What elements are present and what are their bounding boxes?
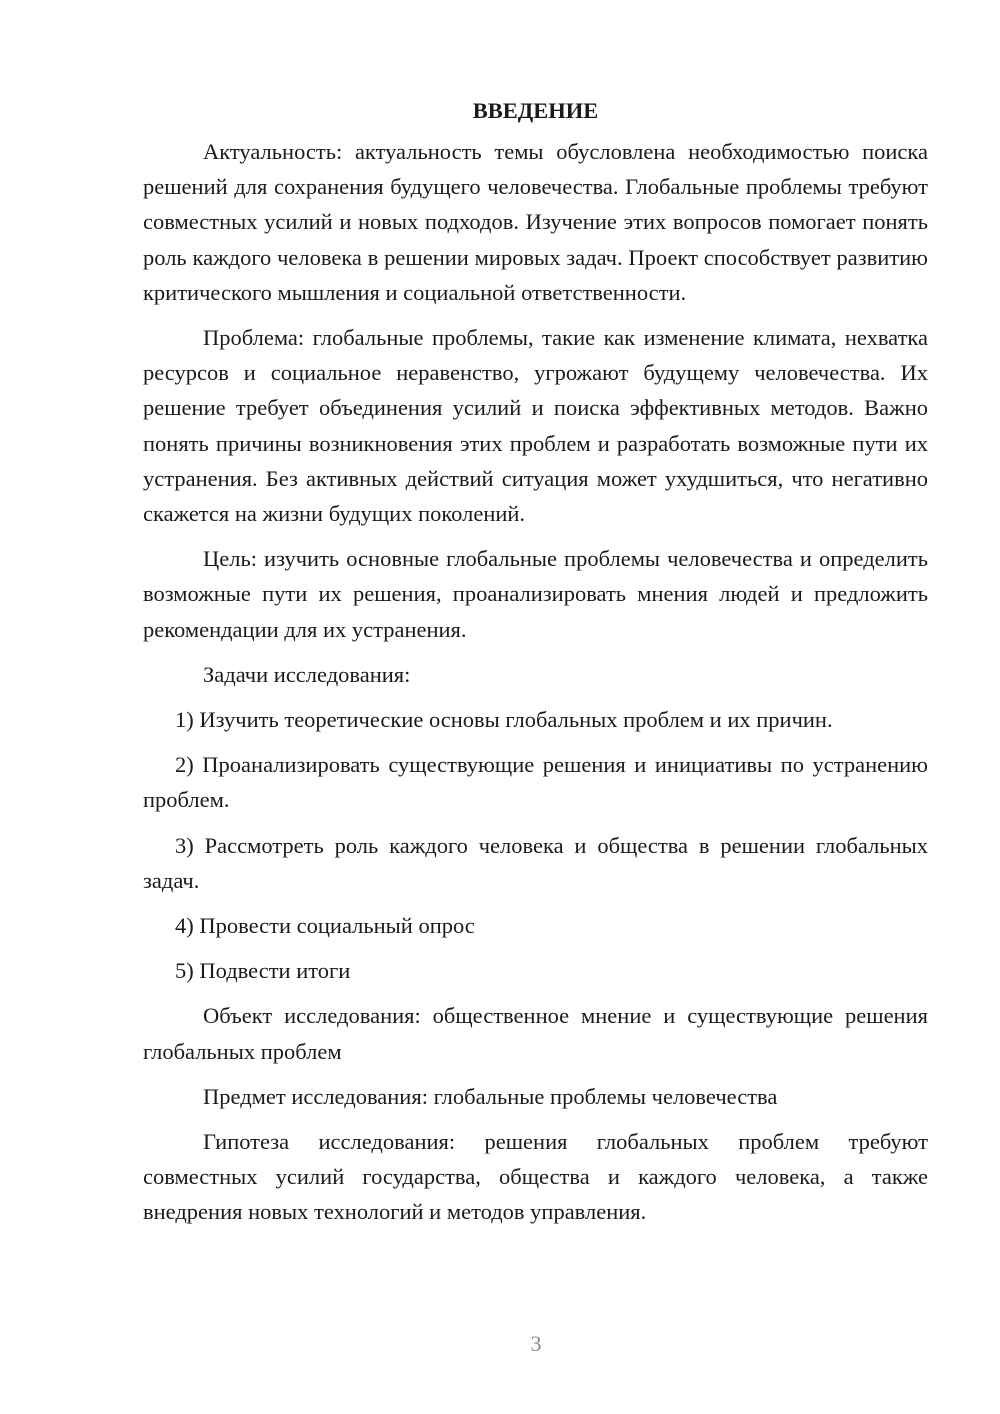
section-title: ВВЕДЕНИЕ [472, 98, 599, 123]
task-item: 1) Изучить теоретические основы глобальных проблем и их причин. [175, 707, 833, 733]
task-item: 2) Проанализировать существующие решения и инициативы по устранению проблем. [143, 752, 928, 813]
goal-paragraph: Цель: изучить основные глобальные проблемы человечества и определить возможные пути их решения, проанализировать мнения людей и предложить рекомендации для их устранения. [143, 546, 928, 642]
research-subject-paragraph: Предмет исследования: глобальные проблемы человечества [203, 1083, 778, 1109]
task-item: 3) Рассмотреть роль каждого человека и общества в решении глобальных задач. [143, 832, 928, 893]
page-number: 3 [530, 1331, 542, 1356]
tasks-heading: Задачи исследования: [203, 661, 411, 687]
task-item: 5) Подвести итоги [175, 958, 351, 984]
relevance-paragraph: Актуальность: актуальность темы обусловлена необходимостью поиска решений для сохранения будущего человечества. Глобальные проблемы требуют совместных усилий и новых подходов. Изучение этих вопросов помогает понять роль каждого человека в решении мировых задач. Проект способствует развитию критического мышления и социальной ответственности. [143, 139, 928, 305]
research-object-paragraph: Объект исследования: общественное мнение и существующие решения глобальных проблем [143, 1003, 928, 1064]
document-body [143, 95, 928, 1240]
task-item: 4) Провести социальный опрос [175, 913, 475, 939]
problem-paragraph: Проблема: глобальные проблемы, такие как изменение климата, нехватка ресурсов и социальное неравенство, угрожают будущему человечества. Их решение требует объединения усилий и поиска эффективных методов. Важно понять причины возникновения этих проблем и разработать возможные пути их устранения. Без активных действий ситуация может ухудшиться, что негативно скажется на жизни будущих поколений. [143, 325, 928, 527]
hypothesis-paragraph: Гипотеза исследования: решения глобальных проблем требуют совместных усилий государства, общества и каждого человека, а также внедрения новых технологий и методов управления. [143, 1129, 928, 1225]
